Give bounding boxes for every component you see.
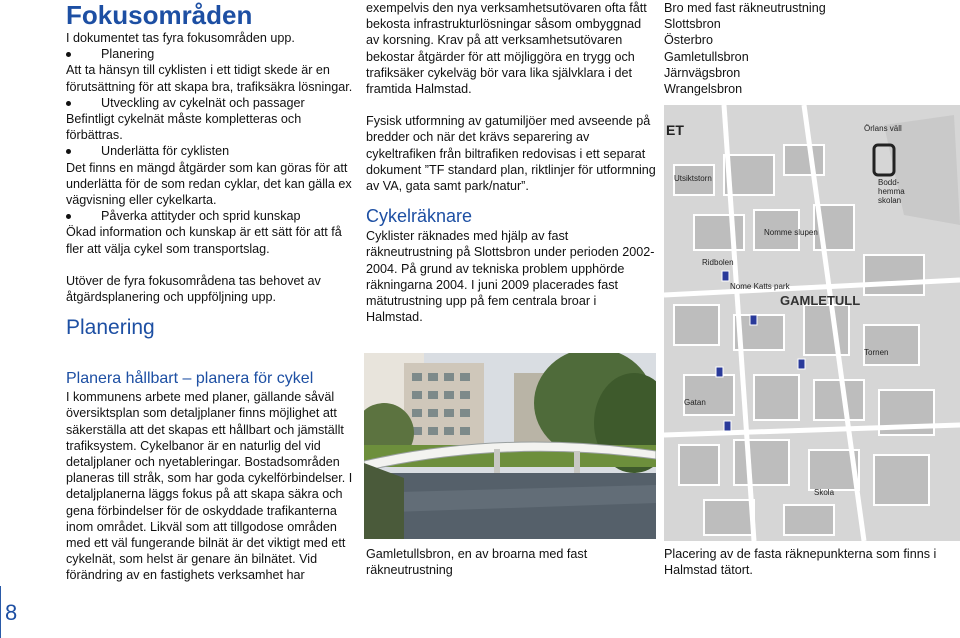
list-item-head: Utveckling av cykelnät och passager bbox=[101, 95, 305, 110]
subheading-planera: Planera hållbart – planera för cykel bbox=[66, 370, 314, 388]
bridge-item: Slottsbron bbox=[664, 17, 721, 32]
list-item-head: Planering bbox=[101, 47, 155, 62]
list-item-body: Att ta hänsyn till cyklisten i ett tidigt skede är en förutsättning för att skapa bra, trafiksäkra lösningar. bbox=[66, 63, 353, 94]
map-label: Utsiktstorn bbox=[674, 174, 712, 183]
list-item bbox=[66, 46, 354, 95]
column-3 bbox=[664, 0, 954, 97]
column-2 bbox=[366, 0, 656, 325]
list-item-body: Det finns en mängd åtgärder som kan göras för att underlätta för de som redan cyklar, det kan gälla ex vägvisning eller cykelkarta. bbox=[66, 160, 352, 208]
photo-caption: Gamletullsbron, en av broarna med fast räkneutrustning bbox=[366, 547, 588, 578]
map-label: ET bbox=[666, 122, 684, 138]
bridge-item: Österbro bbox=[664, 33, 713, 48]
map-label-gamletull: GAMLETULL bbox=[780, 293, 861, 308]
paragraph-2: Fysisk utformning av gatumiljöer med avseende på bredder och när det krävs separering av cykeltrafiken från biltrafiken redovisas i ett separat dokument ”TF standard plan, riktlinjer för utformning av VA, gata samt park/natur”. bbox=[366, 114, 656, 194]
paragraph-1: exempelvis den nya verksamhetsutövaren ofta fått bekosta infrastrukturlösningar såsom ombyggnad av korsning. Krav på att verksamhetsutövaren bekostar åtgärder för att möjliggöra en trygg och trafiksäker cykelväg bör vara lika självklara i det framtida Halmstad. bbox=[366, 1, 647, 97]
map-label: skolan bbox=[878, 196, 902, 205]
bridge-list-intro: Bro med fast räkneutrustning bbox=[664, 1, 826, 15]
outro-text: Utöver de fyra fokusområdena tas behovet av åtgärdsplanering och uppföljning upp. bbox=[66, 273, 321, 305]
counter-marker-icon bbox=[798, 359, 805, 369]
map-label: Örlans väll bbox=[864, 124, 902, 133]
bridge-item: Wrangelsbron bbox=[664, 82, 743, 97]
list-item bbox=[66, 143, 354, 208]
column-1 bbox=[66, 0, 354, 584]
map-label: Gatan bbox=[684, 398, 706, 407]
planering-body: I kommunens arbete med planer, gällande såväl översiktsplan som detaljplaner finns möjlighet att säkerställa att det skapas ett hållbart och jämställt trafiksystem. Cykelbanor är en naturlig del vid detaljplaner och nyetableringar. Bostadsområden planeras till stråk, som har goda cykelförbindelser. I detaljplanerna läggs fokus på att skapa säkra och gena förbindelser för de oskyddade trafikanterna inom området. Likväl som att tillgodose områden med ett väl fungerande bilnät är det viktigt med ett cykelnät, som helst är genare än bilnätet. Vid förändring av en fastighets verksamhet har bbox=[66, 390, 353, 583]
map-label: Nomme slupen bbox=[764, 228, 818, 237]
map-label: Ridbolen bbox=[702, 258, 734, 267]
counter-marker-icon bbox=[750, 315, 757, 325]
bullet-icon bbox=[66, 101, 71, 106]
map-label: Nome Katts park bbox=[730, 282, 790, 291]
map-label: Tornen bbox=[864, 348, 889, 357]
list-item bbox=[66, 95, 354, 144]
counter-marker-icon bbox=[716, 367, 723, 377]
heading-cykelraknare: Cykelräknare bbox=[366, 206, 473, 227]
intro-text: I dokumentet tas fyra fokusområden upp. bbox=[66, 31, 295, 45]
paragraph-3: Cyklister räknades med hjälp av fast räkneutrustning på Slottsbron under perioden 2002-2004. På grund av tekniska problem upphörde räkningarna 2004. I juni 2009 placerades fast mätutrustning upp på fem centrala broar i Halmstad. bbox=[366, 229, 655, 325]
map-label: Bodd- bbox=[878, 178, 900, 187]
list-item bbox=[66, 208, 354, 257]
counter-marker-icon bbox=[724, 421, 731, 431]
city-map-image bbox=[664, 105, 960, 541]
list-item-body: Ökad information och kunskap är ett sätt för att få fler att välja cykel som transportslag. bbox=[66, 225, 342, 256]
map-label: hemma bbox=[878, 187, 905, 196]
list-item-body: Befintligt cykelnät måste kompletteras och förbättras. bbox=[66, 112, 302, 143]
bridge-item: Järnvägsbron bbox=[664, 65, 741, 80]
focus-list bbox=[66, 46, 354, 257]
counter-marker-icon bbox=[722, 271, 729, 281]
page-number: 8 bbox=[5, 600, 18, 625]
city-map bbox=[664, 105, 960, 541]
map-label: Skola bbox=[814, 488, 835, 497]
map-caption: Placering av de fasta räknepunkterna som finns i Halmstad tätort. bbox=[664, 547, 937, 578]
page-title: Fokusområden bbox=[66, 0, 253, 30]
section-title-planering: Planering bbox=[66, 316, 155, 340]
list-item-head: Underlätta för cyklisten bbox=[101, 144, 230, 159]
bridge-photo bbox=[364, 353, 656, 539]
bridge-item: Gamletullsbron bbox=[664, 49, 749, 64]
page-number-box bbox=[0, 586, 17, 638]
bridge-photo-image bbox=[364, 353, 656, 539]
list-item-head: Påverka attityder och sprid kunskap bbox=[101, 209, 301, 224]
